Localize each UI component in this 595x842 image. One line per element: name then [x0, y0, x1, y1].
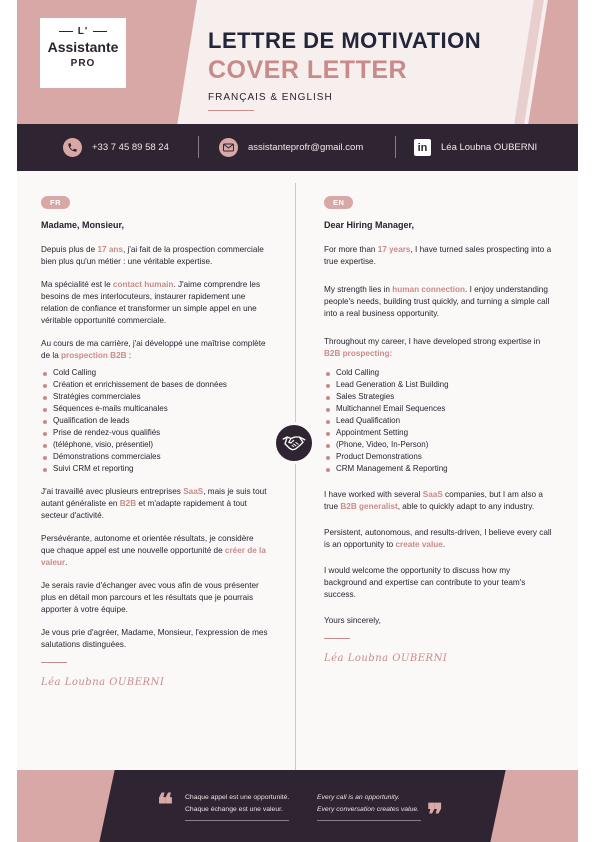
highlight: SaaS: [183, 487, 204, 496]
footer-quote-fr-2: Chaque échange est une valeur.: [185, 806, 283, 813]
list-item: Multichannel Email Sequences: [324, 403, 552, 415]
list-item: Prise de rendez-vous qualifiés: [41, 427, 269, 439]
page-title: LETTRE DE MOTIVATION: [208, 28, 482, 53]
signature-rule: [324, 638, 350, 639]
footer-rule: [317, 820, 421, 821]
quote-open-icon: ❝: [157, 788, 174, 823]
highlight: human connection: [392, 285, 466, 294]
signature-rule: [41, 662, 67, 663]
phone-icon: [63, 138, 82, 157]
greeting-en: Dear Hiring Manager,: [324, 220, 415, 230]
footer-pink-band-right: [490, 770, 578, 842]
signature-fr: Léa Loubna OUBERNI: [41, 677, 165, 688]
contact-separator: [198, 136, 199, 158]
list-item: Création et enrichissement de bases de données: [41, 379, 269, 391]
list-item: Product Demonstrations: [324, 451, 552, 463]
cover-letter-page: [17, 0, 578, 842]
paragraph-en-2: My strength lies in human connection. I enjoy understanding people's needs, building trust quickly, and turning a simple call into a real business opportunity.: [324, 285, 550, 318]
contact-bar: [17, 124, 578, 171]
list-item: Stratégies commerciales: [41, 391, 269, 403]
highlight: B2B: [119, 499, 137, 508]
skills-list-fr: [41, 367, 269, 475]
paragraph-en-1: For more than 17 years, I have turned sales prospecting into a true expertise.: [324, 245, 552, 266]
page-subtitle: COVER LETTER: [208, 56, 408, 84]
signature-en: Léa Loubna OUBERNI: [324, 653, 448, 664]
paragraph-en-5: Persistent, autonomous, and results-driven, I believe every call is an opportunity to create value.: [324, 528, 552, 549]
list-item: Lead Qualification: [324, 415, 552, 427]
paragraph-fr-7: Je vous prie d'agréer, Madame, Monsieur, l'expression de mes salutations distinguées.: [41, 628, 268, 649]
list-item-continuation: (Phone, Video, In-Person): [324, 439, 552, 451]
logo-line3: PRO: [70, 58, 96, 69]
paragraph-fr-4: J'ai travaillé avec plusieurs entreprises SaaS, mais je suis tout autant généraliste en B2B et m'adapte rapidement à tout secteur d'activité.: [41, 487, 267, 520]
greeting-fr: Madame, Monsieur,: [41, 220, 125, 230]
skills-list-en: [324, 367, 552, 475]
list-item: Cold Calling: [41, 367, 269, 379]
paragraph-fr-5: Persévérante, autonome et orientée résultats, je considère que chaque appel est une nouvelle opportunité de créer de la valeur.: [41, 534, 266, 567]
list-item: Cold Calling: [324, 367, 552, 379]
lang-tag-fr: FR: [41, 196, 70, 209]
handshake-icon: [273, 422, 315, 464]
email-contact[interactable]: [219, 124, 363, 171]
highlight: create value: [395, 540, 443, 549]
linkedin-icon: in: [414, 139, 431, 156]
footer-quote-en-2: Every conversation creates value.: [317, 806, 420, 813]
logo-line1: L': [77, 26, 89, 37]
paragraph-fr-1: Depuis plus de 17 ans, j'ai fait de la prospection commerciale bien plus qu'un métier : une véritable expertise.: [41, 245, 264, 266]
highlight: créer de la valeur: [41, 546, 266, 567]
footer-quote-en-1: Every call is an opportunity.: [317, 794, 400, 801]
footer-quote-fr-1: Chaque appel est une opportunité.: [185, 794, 290, 801]
list-item: Lead Generation & List Building: [324, 379, 552, 391]
list-item: Sales Strategies: [324, 391, 552, 403]
paragraph-fr-2: Ma spécialité est le contact humain. J'aime comprendre les besoins de mes interlocuteurs, instaurer rapidement une relation de confiance et transformer un simple appel en une véritable opportunité commerciale.: [41, 280, 261, 325]
footer-rule: [185, 820, 289, 821]
phone-number: +33 7 45 89 58 24: [92, 142, 169, 153]
contact-separator: [395, 136, 396, 158]
highlight: SaaS: [422, 490, 443, 499]
list-item: Appointment Setting: [324, 427, 552, 439]
footer: [17, 770, 578, 842]
paragraph-fr-3: Au cours de ma carrière, j'ai développé une maîtrise complète de la prospection B2B :: [41, 339, 266, 360]
english-column: [324, 192, 552, 664]
list-item: Démonstrations commerciales: [41, 451, 269, 463]
highlight: contact humain: [112, 280, 174, 289]
logo-line2: Assistante: [47, 39, 119, 55]
highlight: 17 ans: [97, 245, 123, 254]
french-column: [41, 192, 269, 688]
paragraph-fr-6: Je serais ravie d'échanger avec vous afin de vous présenter plus en détail mon parcours et les résultats que je pourrais apporter à votre équipe.: [41, 581, 259, 614]
lang-tag-en: EN: [324, 196, 353, 209]
paragraph-en-4: I have worked with several SaaS companies, but I am also a true B2B generalist, able to quickly adapt to any industry.: [324, 490, 543, 511]
column-divider: [295, 183, 296, 773]
highlight: B2B prospecting:: [324, 349, 393, 358]
phone-contact[interactable]: [63, 124, 169, 171]
list-item: Séquences e-mails multicanales: [41, 403, 269, 415]
highlight: 17 years: [377, 245, 411, 254]
languages-label: FRANÇAIS & ENGLISH: [208, 92, 333, 103]
highlight: B2B generalist: [340, 502, 398, 511]
email-address: assistanteprofr@gmail.com: [248, 142, 364, 153]
mail-icon: [219, 138, 238, 157]
list-item-continuation: (téléphone, visio, présentiel): [41, 439, 269, 451]
list-item: Qualification de leads: [41, 415, 269, 427]
title-underline: [208, 110, 254, 111]
highlight: prospection B2B: [61, 351, 127, 360]
list-item: CRM Management & Reporting: [324, 463, 552, 475]
header: [17, 0, 578, 124]
quote-close-icon: ❞: [427, 798, 444, 833]
paragraph-en-6: I would welcome the opportunity to discuss how my background and expertise can contribute to your team's success.: [324, 566, 526, 599]
linkedin-name: Léa Loubna OUBERNI: [441, 142, 538, 153]
paragraph-en-7: Yours sincerely,: [324, 616, 381, 625]
list-item: Suivi CRM et reporting: [41, 463, 269, 475]
linkedin-contact[interactable]: [414, 124, 537, 171]
paragraph-en-3: Throughout my career, I have developed strong expertise in B2B prospecting:: [324, 337, 541, 358]
footer-pink-band: [17, 770, 115, 842]
logo: [40, 18, 126, 88]
